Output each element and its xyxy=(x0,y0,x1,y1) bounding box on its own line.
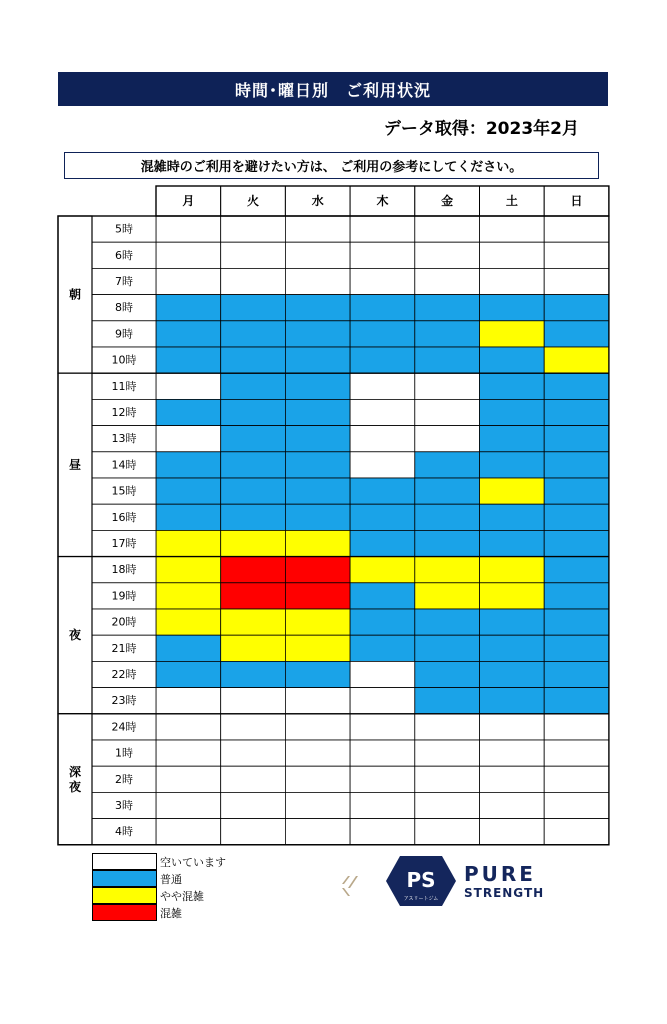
heatmap-cell xyxy=(221,504,286,530)
hour-label: 2時 xyxy=(115,772,133,786)
hour-label: 14時 xyxy=(111,458,137,472)
heatmap-cell xyxy=(480,766,545,792)
hour-label: 3時 xyxy=(115,799,133,812)
heatmap-cell xyxy=(350,688,415,714)
heatmap-cell xyxy=(350,661,415,687)
heatmap-cell xyxy=(480,688,545,714)
hour-label: 23時 xyxy=(111,694,137,708)
heatmap-cell xyxy=(415,635,480,661)
group-label: 深 xyxy=(68,764,82,779)
heatmap-cell xyxy=(156,452,221,478)
group-label: 朝 xyxy=(68,287,82,302)
heatmap-cell xyxy=(544,740,609,766)
hour-label: 20時 xyxy=(111,615,137,629)
hour-label: 7時 xyxy=(115,275,133,288)
heatmap-cell xyxy=(156,426,221,452)
legend-item-1 xyxy=(92,870,226,887)
group-label: 昼 xyxy=(68,457,82,472)
heatmap-cell xyxy=(544,714,609,740)
heatmap-cell xyxy=(156,321,221,347)
heatmap-cell xyxy=(415,766,480,792)
heatmap-cell xyxy=(415,242,480,268)
heatmap-cell xyxy=(350,426,415,452)
heatmap-cell xyxy=(480,216,545,242)
hour-label: 18時 xyxy=(111,563,137,577)
legend-item-0 xyxy=(92,853,226,870)
legend-item-2 xyxy=(92,887,226,904)
heatmap-cell xyxy=(544,609,609,635)
hour-label: 16時 xyxy=(111,510,137,524)
heatmap-cell xyxy=(285,609,350,635)
heatmap-cell xyxy=(156,661,221,687)
heatmap-cell xyxy=(285,295,350,321)
heatmap-cell xyxy=(415,688,480,714)
heatmap-cell xyxy=(350,478,415,504)
heatmap-cell xyxy=(285,714,350,740)
heatmap-cell xyxy=(221,295,286,321)
hour-label: 10時 xyxy=(111,353,137,367)
heatmap-cell xyxy=(350,347,415,373)
heatmap-cell xyxy=(415,321,480,347)
heatmap-cell xyxy=(285,635,350,661)
heatmap-cell xyxy=(285,216,350,242)
heatmap-cell xyxy=(221,635,286,661)
heatmap-cell xyxy=(221,373,286,399)
logo-emblem-caption: アスリートジム xyxy=(403,896,439,902)
heatmap-cell xyxy=(156,242,221,268)
heatmap-cell xyxy=(480,373,545,399)
heatmap-cell xyxy=(350,583,415,609)
heatmap-cell xyxy=(285,452,350,478)
heatmap-cell xyxy=(221,661,286,687)
logo-stripes-icon xyxy=(342,876,358,896)
heatmap-cell xyxy=(415,740,480,766)
heatmap-cell xyxy=(544,452,609,478)
heatmap-cell xyxy=(415,714,480,740)
heatmap-cell xyxy=(221,426,286,452)
heatmap-cell xyxy=(544,216,609,242)
heatmap-cell xyxy=(285,504,350,530)
heatmap-cell xyxy=(285,242,350,268)
heatmap-cell xyxy=(350,557,415,583)
heatmap-cell xyxy=(480,295,545,321)
heatmap-cell xyxy=(415,216,480,242)
heatmap-cell xyxy=(480,792,545,818)
heatmap-cell xyxy=(285,347,350,373)
legend-label: やや混雑 xyxy=(160,889,204,903)
heatmap-cell xyxy=(415,504,480,530)
heatmap-cell xyxy=(221,399,286,425)
hour-label: 22時 xyxy=(111,668,137,681)
heatmap-cell xyxy=(480,426,545,452)
heatmap-cell xyxy=(285,688,350,714)
heatmap-cell xyxy=(285,399,350,425)
heatmap-cell xyxy=(350,766,415,792)
heatmap-cell xyxy=(480,740,545,766)
day-header-label: 火 xyxy=(247,194,260,208)
hour-label: 1時 xyxy=(115,746,133,760)
heatmap-cell xyxy=(544,661,609,687)
heatmap-cell xyxy=(544,504,609,530)
heatmap-cell xyxy=(156,268,221,294)
hour-label: 12時 xyxy=(111,406,137,419)
heatmap-cell xyxy=(156,583,221,609)
heatmap-cell xyxy=(415,557,480,583)
heatmap-cell xyxy=(544,399,609,425)
day-header-label: 月 xyxy=(182,194,195,208)
hour-label: 15時 xyxy=(111,484,137,498)
pure-strength-logo xyxy=(340,854,580,908)
heatmap-cell xyxy=(221,714,286,740)
heatmap-cell xyxy=(480,609,545,635)
heatmap-cell xyxy=(221,792,286,818)
heatmap-cell xyxy=(350,530,415,556)
legend-item-3 xyxy=(92,904,226,921)
heatmap-cell xyxy=(544,766,609,792)
heatmap-cell xyxy=(480,452,545,478)
heatmap-cell xyxy=(285,373,350,399)
hour-label: 9時 xyxy=(115,327,133,341)
heatmap-cell xyxy=(221,740,286,766)
heatmap-cell xyxy=(480,819,545,845)
logo-brand-line2: STRENGTH xyxy=(464,886,545,900)
heatmap-cell xyxy=(156,766,221,792)
heatmap-cell xyxy=(480,321,545,347)
heatmap-cell xyxy=(415,792,480,818)
heatmap-cell xyxy=(156,714,221,740)
heatmap-cell xyxy=(544,530,609,556)
heatmap-cell xyxy=(221,478,286,504)
heatmap-cell xyxy=(156,478,221,504)
heatmap-cell xyxy=(156,557,221,583)
heatmap-cell xyxy=(156,688,221,714)
heatmap-cell xyxy=(480,504,545,530)
heatmap-cell xyxy=(480,347,545,373)
heatmap-cell xyxy=(156,216,221,242)
hour-label: 6時 xyxy=(115,248,133,262)
heatmap-cell xyxy=(156,347,221,373)
heatmap-cell xyxy=(544,426,609,452)
heatmap-cell xyxy=(544,321,609,347)
heatmap-cell xyxy=(544,373,609,399)
notice-banner: 混雑時のご利用を避けたい方は、 ご利用の参考にしてください。 xyxy=(64,152,599,179)
heatmap-cell xyxy=(350,792,415,818)
heatmap-cell xyxy=(415,478,480,504)
heatmap-cell xyxy=(221,268,286,294)
heatmap-cell xyxy=(415,530,480,556)
hour-label: 8時 xyxy=(115,301,133,315)
legend-swatch-normal xyxy=(92,870,157,887)
heatmap-cell xyxy=(415,426,480,452)
heatmap-cell xyxy=(415,373,480,399)
heatmap-cell xyxy=(415,609,480,635)
heatmap-cell xyxy=(221,242,286,268)
legend-label: 空いています xyxy=(160,855,226,869)
heatmap-cell xyxy=(285,530,350,556)
heatmap-cell xyxy=(350,295,415,321)
heatmap-cell xyxy=(221,688,286,714)
heatmap-cell xyxy=(350,242,415,268)
heatmap-cell xyxy=(350,216,415,242)
heatmap-cell xyxy=(544,478,609,504)
heatmap-cell xyxy=(285,766,350,792)
heatmap-cell xyxy=(350,740,415,766)
heatmap-cell xyxy=(544,635,609,661)
heatmap-cell xyxy=(156,740,221,766)
group-label: 夜 xyxy=(68,628,82,643)
data-date-label: データ取得：2023年2月 xyxy=(383,119,579,139)
heatmap-cell xyxy=(221,766,286,792)
heatmap-cell xyxy=(480,557,545,583)
heatmap-cell xyxy=(544,792,609,818)
heatmap-cell xyxy=(156,504,221,530)
legend-swatch-busy xyxy=(92,904,157,921)
heatmap-cell xyxy=(415,347,480,373)
heatmap-cell xyxy=(350,609,415,635)
day-header-label: 土 xyxy=(505,194,518,208)
legend-label: 混雑 xyxy=(160,906,182,920)
heatmap-cell xyxy=(156,530,221,556)
heatmap-cell xyxy=(156,295,221,321)
heatmap-cell xyxy=(285,583,350,609)
heatmap-cell xyxy=(544,242,609,268)
heatmap-cell xyxy=(285,478,350,504)
hour-label: 24時 xyxy=(111,720,137,734)
heatmap-cell xyxy=(415,399,480,425)
heatmap-cell xyxy=(544,557,609,583)
heatmap-cell xyxy=(350,635,415,661)
day-header-label: 日 xyxy=(570,194,583,208)
heatmap-cell xyxy=(221,452,286,478)
heatmap-cell xyxy=(480,635,545,661)
heatmap-cell xyxy=(415,268,480,294)
heatmap-cell xyxy=(350,504,415,530)
heatmap-cell xyxy=(285,661,350,687)
legend-label: 普通 xyxy=(160,872,182,886)
hour-label: 4時 xyxy=(115,825,133,839)
heatmap-cell xyxy=(221,819,286,845)
heatmap-cell xyxy=(480,242,545,268)
heatmap-cell xyxy=(350,819,415,845)
heatmap-cell xyxy=(285,426,350,452)
page-title: 時間･曜日別 ご利用状況 xyxy=(58,72,608,106)
heatmap-cell xyxy=(480,399,545,425)
heatmap-cell xyxy=(544,268,609,294)
group-label: 夜 xyxy=(68,779,82,794)
hour-label: 5時 xyxy=(115,222,133,236)
heatmap-cell xyxy=(415,583,480,609)
heatmap-cell xyxy=(544,583,609,609)
heatmap-cell xyxy=(156,399,221,425)
heatmap-cell xyxy=(221,609,286,635)
hour-label: 17時 xyxy=(111,537,137,550)
heatmap-cell xyxy=(350,714,415,740)
heatmap-cell xyxy=(415,819,480,845)
heatmap-cell xyxy=(415,452,480,478)
heatmap-cell xyxy=(415,295,480,321)
heatmap-cell xyxy=(350,268,415,294)
logo-brand-line1: PURE xyxy=(464,862,536,886)
heatmap-cell xyxy=(350,321,415,347)
heatmap-cell xyxy=(221,530,286,556)
heatmap-cell xyxy=(480,530,545,556)
heatmap-cell xyxy=(350,399,415,425)
heatmap-cell xyxy=(156,635,221,661)
heatmap-cell xyxy=(285,819,350,845)
legend-swatch-somewhat-busy xyxy=(92,887,157,904)
heatmap-cell xyxy=(156,609,221,635)
heatmap-cell xyxy=(480,714,545,740)
heatmap-cell xyxy=(221,557,286,583)
heatmap-cell xyxy=(480,583,545,609)
heatmap-cell xyxy=(221,321,286,347)
heatmap-cell xyxy=(156,819,221,845)
day-header-label: 水 xyxy=(311,194,324,208)
heatmap-cell xyxy=(480,478,545,504)
heatmap-cell xyxy=(480,661,545,687)
heatmap-cell xyxy=(221,347,286,373)
hour-label: 13時 xyxy=(111,432,137,446)
hour-label: 19時 xyxy=(111,589,137,603)
heatmap-cell xyxy=(221,216,286,242)
day-header-label: 金 xyxy=(441,194,454,208)
legend xyxy=(92,853,226,921)
day-header-label: 木 xyxy=(376,194,389,208)
heatmap-cell xyxy=(285,268,350,294)
heatmap-cell xyxy=(544,347,609,373)
heatmap-cell xyxy=(544,688,609,714)
heatmap-cell xyxy=(544,295,609,321)
heatmap-cell xyxy=(480,268,545,294)
heatmap-cell xyxy=(285,557,350,583)
heatmap-cell xyxy=(285,321,350,347)
heatmap-cell xyxy=(544,819,609,845)
heatmap-cell xyxy=(156,373,221,399)
legend-swatch-empty xyxy=(92,853,157,870)
heatmap-cell xyxy=(285,792,350,818)
heatmap-cell xyxy=(221,583,286,609)
logo-emblem-text: PS xyxy=(406,868,436,892)
heatmap-cell xyxy=(415,661,480,687)
hour-label: 21時 xyxy=(111,641,137,655)
heatmap-cell xyxy=(156,792,221,818)
hour-label: 11時 xyxy=(111,379,137,393)
heatmap-cell xyxy=(350,452,415,478)
heatmap-cell xyxy=(350,373,415,399)
heatmap-cell xyxy=(285,740,350,766)
